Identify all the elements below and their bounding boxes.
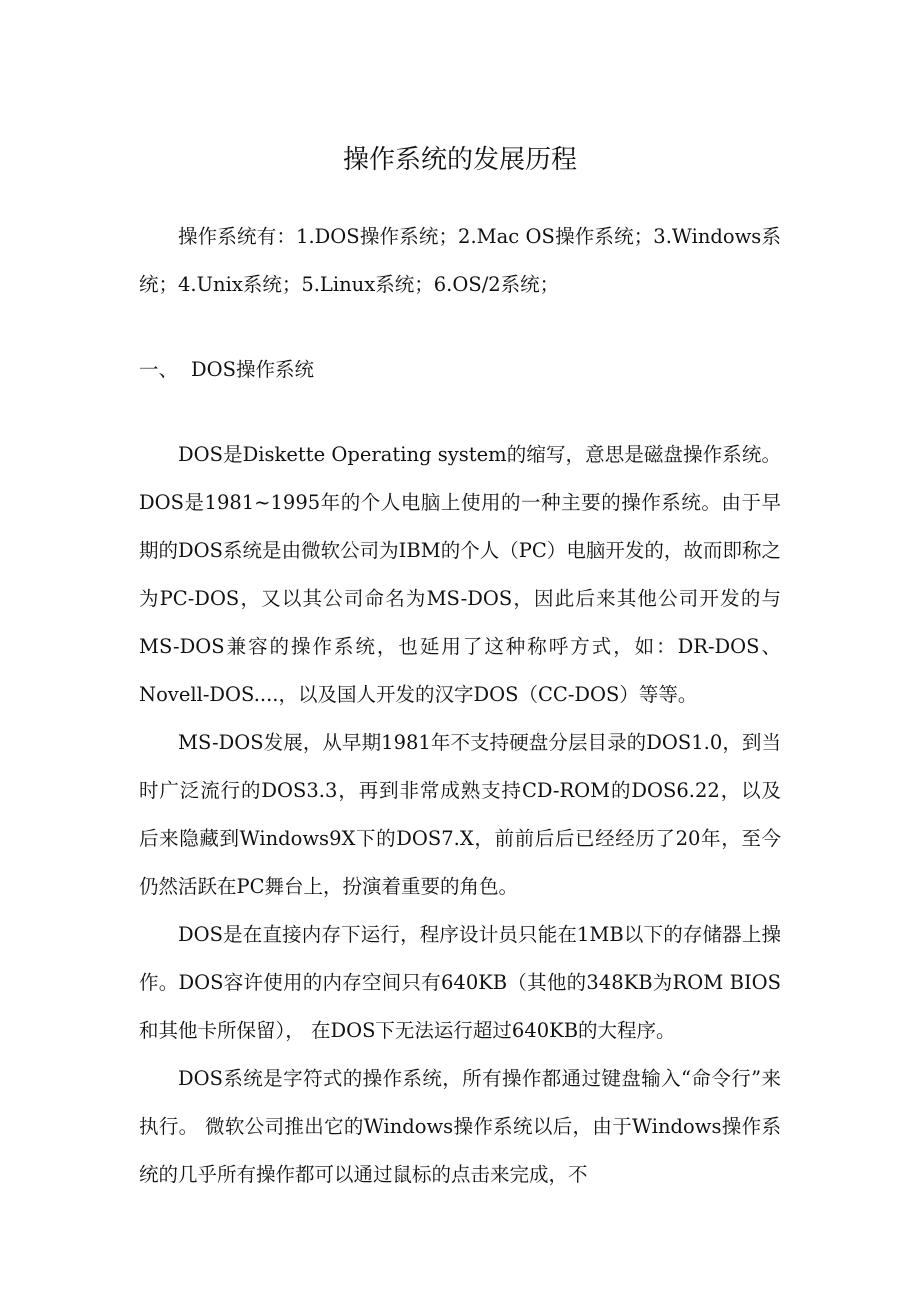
section-number: 一、 bbox=[139, 358, 179, 381]
intro-paragraph: 操作系统有：1.DOS操作系统；2.Mac OS操作系统；3.Windows系统；4.Unix系统；5.Linux系统；6.OS/2系统； bbox=[139, 225, 781, 296]
body-paragraph-4: DOS系统是字符式的操作系统，所有操作都通过键盘输入“命令行”来执行。 微软公司推出它的Windows操作系统以后，由于Windows操作系统的几乎所有操作都可以通过鼠标的点击来完成，不 bbox=[139, 1067, 781, 1186]
section-heading bbox=[139, 346, 781, 394]
section-title: DOS操作系统 bbox=[191, 358, 314, 381]
body-paragraph-1: DOS是Diskette Operating system的缩写，意思是磁盘操作系统。DOS是1981~1995年的个人电脑上使用的一种主要的操作系统。由于早期的DOS系统是由微软公司为IBM的个人（PC）电脑开发的，故而即称之为PC-DOS，又以其公司命名为MS-DOS，因此后来其他公司开发的与MS-DOS兼容的操作系统，也延用了这种称呼方式，如：DR-DOS、Novell-DOS....，以及国人开发的汉字DOS（CC-DOS）等等。 bbox=[139, 443, 781, 706]
document-title: 操作系统的发展历程 bbox=[342, 145, 577, 175]
document-body bbox=[139, 213, 781, 1199]
body-paragraph-3: DOS是在直接内存下运行，程序设计员只能在1MB以下的存储器上操作。DOS容许使用的内存空间只有640KB（其他的348KB为ROM BIOS和其他卡所保留）， 在DOS下无法运行超过640KB的大程序。 bbox=[139, 923, 781, 1042]
body-paragraph-2: MS-DOS发展，从早期1981年不支持硬盘分层目录的DOS1.0，到当时广泛流行的DOS3.3，再到非常成熟支持CD-ROM的DOS6.22，以及后来隐藏到Windows9X下的DOS7.X，前前后后已经经历了20年，至今仍然活跃在PC舞台上，扮演着重要的角色。 bbox=[139, 731, 781, 898]
